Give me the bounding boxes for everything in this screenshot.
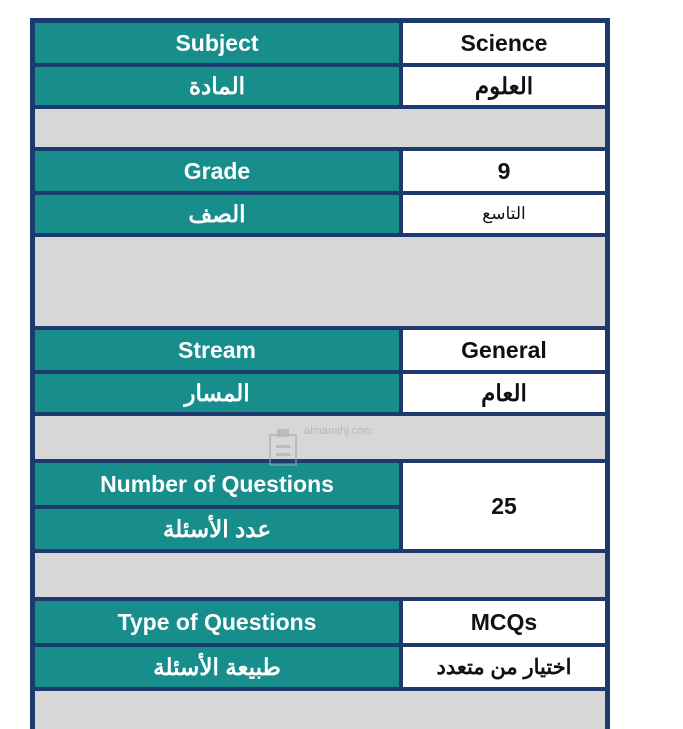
grade-label-ar: الصف (35, 195, 399, 233)
subject-row-ar (35, 67, 605, 105)
subject-value: Science (403, 23, 605, 63)
grade-row-ar (35, 195, 605, 233)
info-table (30, 18, 610, 729)
watermark-text: almanahj.com (304, 425, 373, 437)
stream-row-ar (35, 374, 605, 412)
spacer-row (35, 237, 605, 326)
stream-label: Stream (35, 330, 399, 370)
spacer-row (35, 109, 605, 147)
stream-value: General (403, 330, 605, 370)
type-value-ar: اختيار من متعدد (403, 647, 605, 687)
subject-value-ar: العلوم (403, 67, 605, 105)
grade-label: Grade (35, 151, 399, 191)
stream-row-en (35, 330, 605, 370)
type-label-ar: طبيعة الأسئلة (35, 647, 399, 687)
subject-label: Subject (35, 23, 399, 63)
type-label: Type of Questions (35, 601, 399, 643)
stream-label-ar: المسار (35, 374, 399, 412)
questions-label-ar: عدد الأسئلة (35, 509, 399, 549)
type-value: MCQs (403, 601, 605, 643)
subject-label-ar: المادة (35, 67, 399, 105)
stream-value-ar: العام (403, 374, 605, 412)
type-row-ar (35, 647, 605, 687)
spacer-row (35, 416, 605, 459)
grade-row-en (35, 151, 605, 191)
type-row-en (35, 601, 605, 643)
spacer-row (35, 553, 605, 597)
grade-value-ar: التاسع (403, 195, 605, 233)
grade-value: 9 (403, 151, 605, 191)
questions-value: 25 (403, 463, 605, 549)
spacer-row (35, 691, 605, 729)
subject-row-en (35, 23, 605, 63)
questions-label: Number of Questions (35, 463, 399, 505)
